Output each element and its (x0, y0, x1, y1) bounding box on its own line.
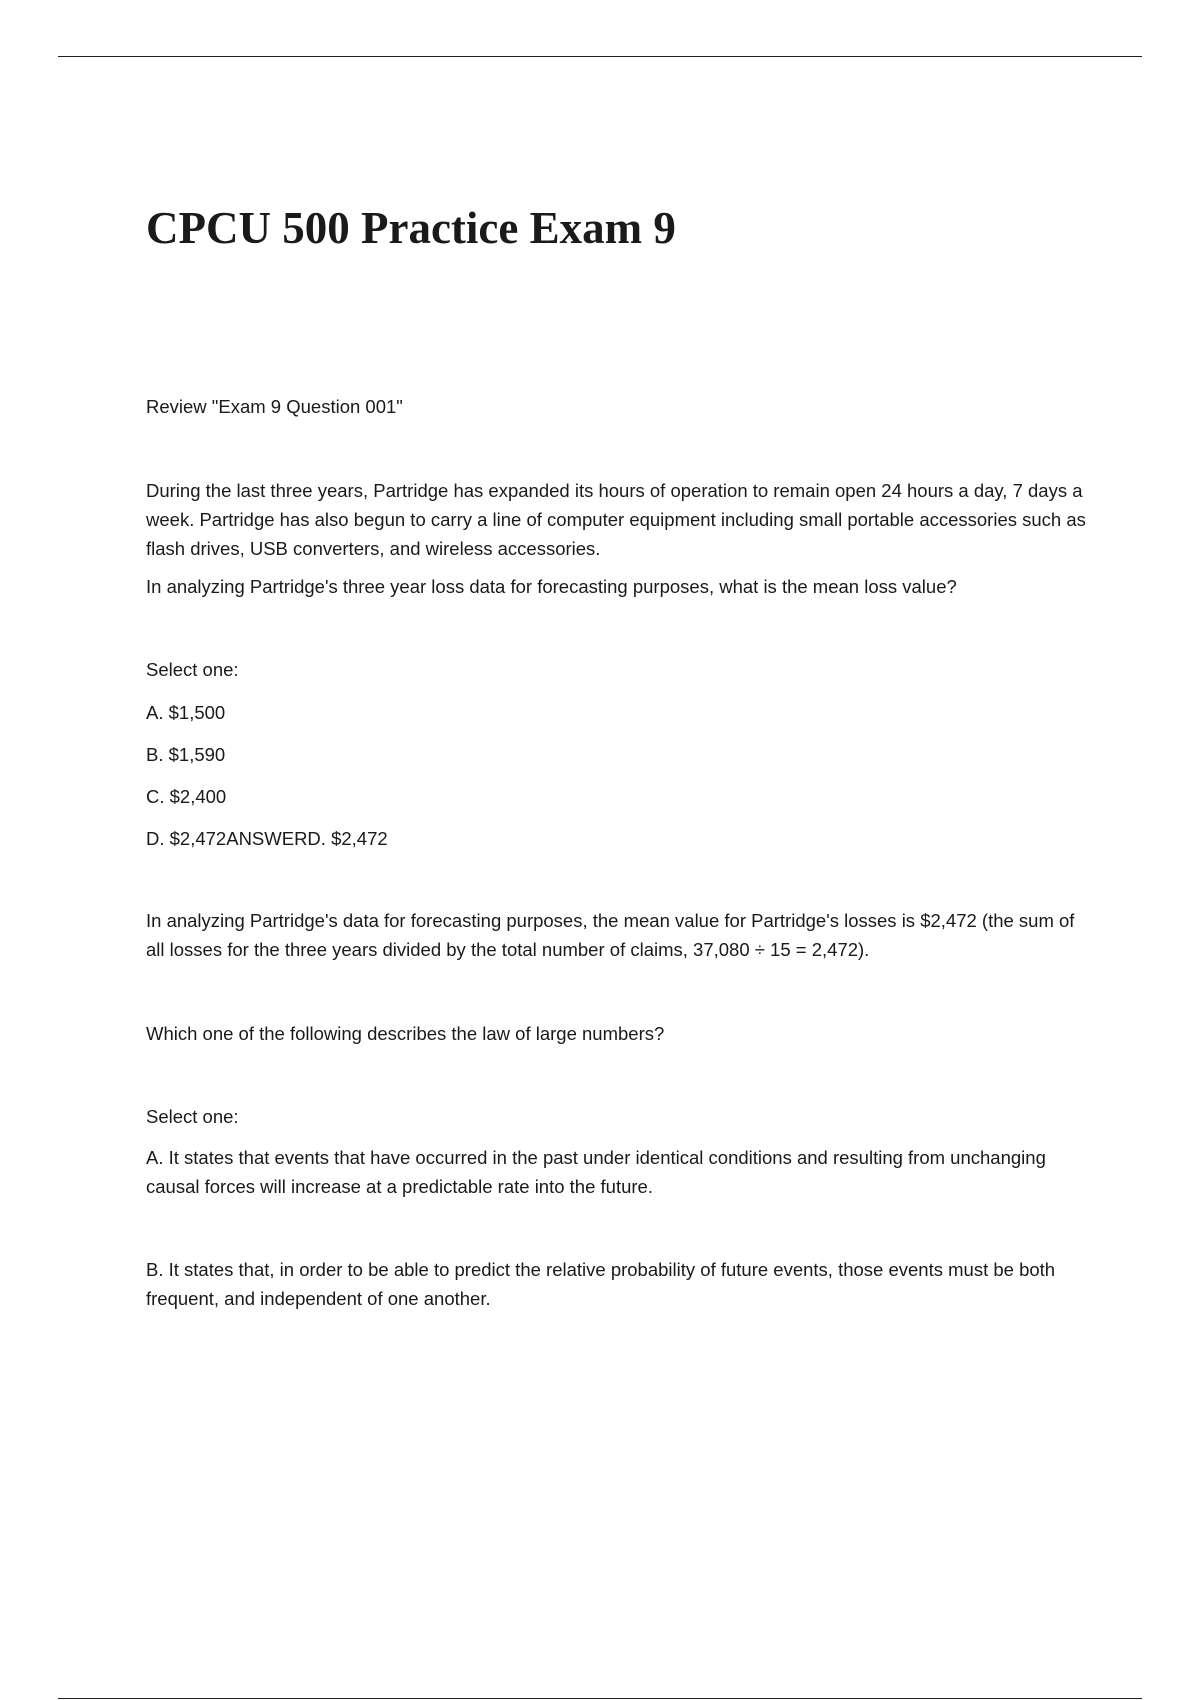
question-1-explanation: In analyzing Partridge's data for forecasting purposes, the mean value for Partridge's losses is $2,472 (the sum of all losses for the three years divided by the total number of claims, 37,080 ÷ 15 = 2,472). (146, 910, 1075, 960)
question-1-option-d: D. $2,472ANSWERD. $2,472 (146, 828, 388, 849)
question-2-option-a: A. It states that events that have occurred in the past under identical conditions and resulting from unchanging causal forces will increase at a predictable rate into the future. (146, 1147, 1046, 1197)
bottom-divider (58, 1698, 1142, 1699)
top-divider (58, 56, 1142, 57)
document-title: CPCU 500 Practice Exam 9 (146, 203, 676, 253)
question-1-scenario: During the last three years, Partridge has expanded its hours of operation to remain open 24 hours a day, 7 days a week. Partridge has also begun to carry a line of computer equipment including small portable accessories such as flash drives, USB converters, and wireless accessories. (146, 480, 1086, 559)
question-1-select-label: Select one: (146, 659, 239, 680)
question-1-option-a: A. $1,500 (146, 702, 226, 723)
question-2-select-label: Select one: (146, 1106, 239, 1127)
question-2-option-b: B. It states that, in order to be able to predict the relative probability of future events, those events must be both frequent, and independent of one another. (146, 1259, 1056, 1309)
question-1-prompt: In analyzing Partridge's three year loss data for forecasting purposes, what is the mean loss value? (146, 576, 957, 597)
question-2-prompt: Which one of the following describes the law of large numbers? (146, 1023, 665, 1044)
review-label: Review "Exam 9 Question 001" (146, 396, 403, 417)
question-1-option-b: B. $1,590 (146, 744, 226, 765)
question-1-option-c: C. $2,400 (146, 786, 227, 807)
